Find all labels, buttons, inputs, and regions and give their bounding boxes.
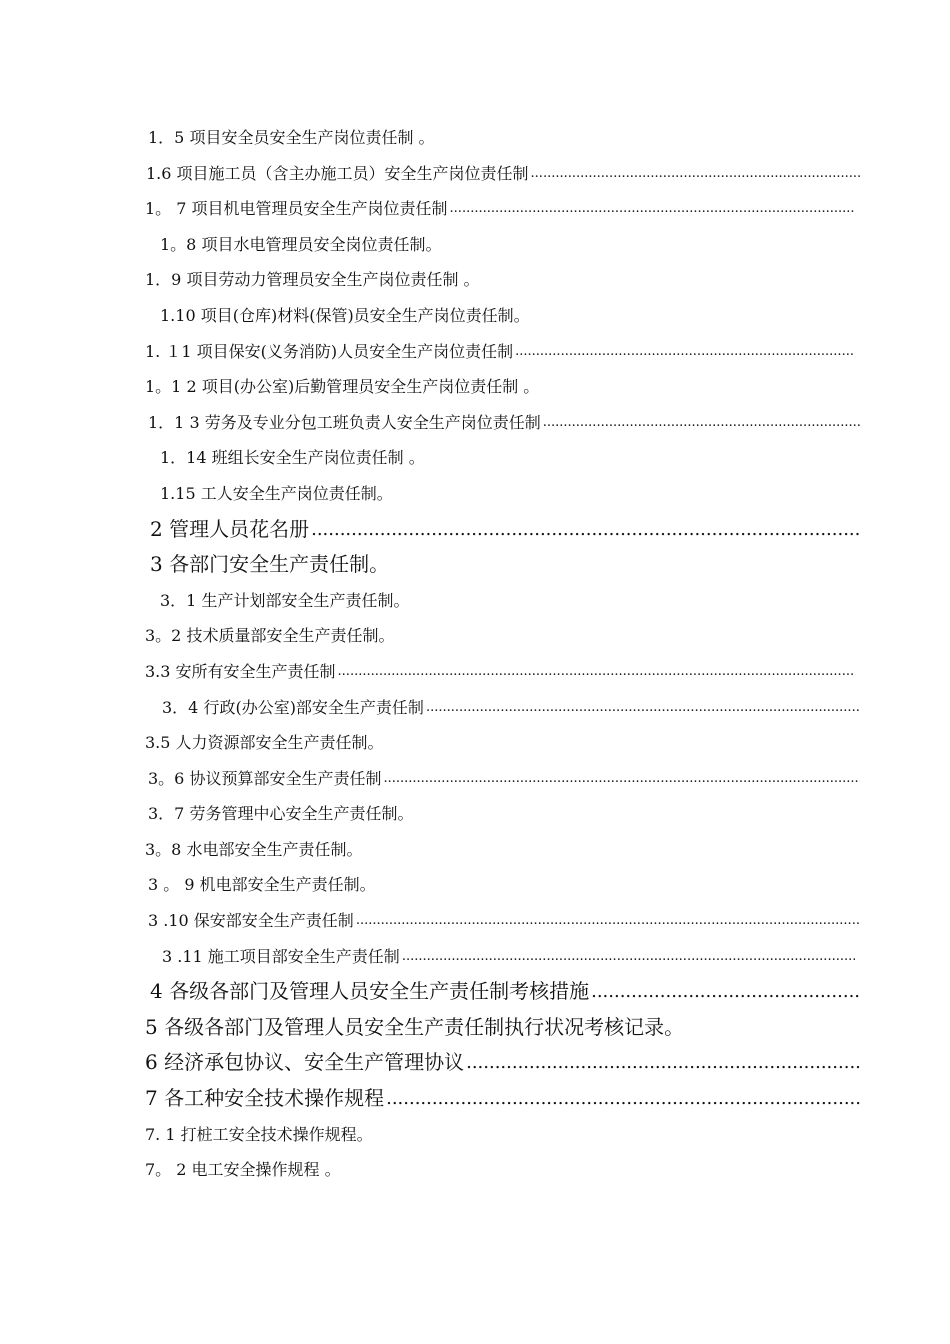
toc-entry bbox=[0, 476, 950, 512]
toc-entry-label: 1。1 2 项目(办公室)后勤管理员安全生产岗位责任制 。 bbox=[145, 377, 540, 397]
toc-entry bbox=[0, 120, 950, 156]
toc-entry bbox=[0, 832, 950, 868]
dot-leader bbox=[338, 654, 855, 690]
toc-entry bbox=[0, 1152, 950, 1188]
toc-entry bbox=[0, 618, 950, 654]
dot-leader bbox=[356, 903, 860, 939]
dot-leader bbox=[531, 156, 860, 192]
dot-leader bbox=[402, 939, 855, 975]
toc-entry bbox=[0, 583, 950, 619]
toc-entry-label: 3。8 水电部安全生产责任制。 bbox=[145, 839, 363, 859]
toc-entry bbox=[0, 227, 950, 263]
toc-entry-label: 3。2 技术质量部安全生产责任制。 bbox=[145, 626, 395, 646]
toc-entry-label: 1.15 工人安全生产岗位责任制。 bbox=[160, 483, 393, 503]
toc-entry-label: 1．1 3 劳务及专业分包工班负责人安全生产岗位责任制 bbox=[148, 412, 541, 432]
toc-entry bbox=[0, 903, 950, 939]
toc-entry-label: 3 .11 施工项目部安全生产责任制 bbox=[162, 946, 400, 966]
toc-entry bbox=[0, 1117, 950, 1153]
toc-entry-label: 4 各级各部门及管理人员安全生产责任制考核措施 bbox=[150, 979, 590, 1004]
toc-entry bbox=[0, 761, 950, 797]
dot-leader bbox=[515, 334, 855, 370]
dot-leader bbox=[383, 761, 860, 797]
toc-entry-label: 6 经济承包协议、安全生产管理协议 bbox=[145, 1050, 465, 1075]
toc-entry-label: 7. 1 打桩工安全技术操作规程。 bbox=[145, 1124, 373, 1144]
toc-entry-label: 1.10 项目(仓库)材料(保管)员安全生产岗位责任制。 bbox=[160, 305, 530, 325]
toc-entry bbox=[0, 156, 950, 192]
toc-entry bbox=[0, 298, 950, 334]
toc-entry-label: 3．7 劳务管理中心安全生产责任制。 bbox=[148, 804, 414, 824]
toc-entry bbox=[0, 334, 950, 370]
dot-leader bbox=[426, 690, 860, 726]
dot-leader bbox=[450, 191, 855, 227]
toc-entry-label: 3 。 9 机电部安全生产责任制。 bbox=[148, 875, 376, 895]
toc-entry-label: 3 各部门安全生产责任制。 bbox=[150, 552, 390, 577]
toc-entry bbox=[0, 725, 950, 761]
toc-entry-label: 3 .10 保安部安全生产责任制 bbox=[148, 911, 354, 931]
toc-entry bbox=[0, 796, 950, 832]
toc-entry-label: 1．14 班组长安全生产岗位责任制 。 bbox=[160, 448, 425, 468]
toc-entry-label: 1．5 项目安全员安全生产岗位责任制 。 bbox=[148, 128, 435, 147]
toc-entry-label: 2 管理人员花名册 bbox=[150, 516, 310, 541]
toc-entry bbox=[0, 690, 950, 726]
toc-entry-label: 3．1 生产计划部安全生产责任制。 bbox=[160, 590, 410, 610]
toc-entry-label: 1. １1 项目保安(义务消防)人员安全生产岗位责任制 bbox=[145, 341, 514, 361]
toc-entry-label: 7 各工种安全技术操作规程 bbox=[145, 1086, 385, 1111]
toc-entry bbox=[0, 547, 950, 583]
toc-entry bbox=[0, 512, 950, 548]
toc-entry-label: 5 各级各部门及管理人员安全生产责任制执行状况考核记录。 bbox=[145, 1014, 685, 1039]
toc-entry bbox=[0, 867, 950, 903]
dot-leader bbox=[386, 1081, 860, 1117]
dot-leader bbox=[591, 974, 860, 1010]
dot-leader bbox=[311, 512, 860, 548]
toc-entry-label: 3.3 安所有安全生产责任制 bbox=[145, 661, 336, 681]
toc-entry-label: 3.5 人力资源部安全生产责任制。 bbox=[145, 733, 384, 753]
toc-entry bbox=[0, 654, 950, 690]
toc-entry-label: 3．4 行政(办公室)部安全生产责任制 bbox=[162, 697, 424, 717]
toc-entry-label: 1.6 项目施工员（含主办施工员）安全生产岗位责任制 bbox=[146, 163, 529, 183]
toc-entry bbox=[0, 262, 950, 298]
toc-entry bbox=[0, 369, 950, 405]
toc-entry bbox=[0, 939, 950, 975]
toc-entry-label: 3。6 协议预算部安全生产责任制 bbox=[148, 768, 382, 788]
dot-leader bbox=[543, 405, 860, 441]
toc-entry bbox=[0, 1045, 950, 1081]
toc-entry bbox=[0, 1081, 950, 1117]
toc-entry bbox=[0, 1010, 950, 1046]
dot-leader bbox=[466, 1045, 860, 1081]
toc-entry-label: 1。8 项目水电管理员安全岗位责任制。 bbox=[160, 234, 442, 254]
table-of-contents bbox=[0, 120, 950, 1188]
toc-entry-label: 1．9 项目劳动力管理员安全生产岗位责任制 。 bbox=[145, 270, 480, 290]
toc-entry bbox=[0, 974, 950, 1010]
toc-entry bbox=[0, 440, 950, 476]
toc-entry bbox=[0, 405, 950, 441]
toc-entry-label: 7。 2 电工安全操作规程 。 bbox=[145, 1160, 341, 1180]
toc-entry-label: 1。 7 项目机电管理员安全生产岗位责任制 bbox=[145, 199, 448, 219]
toc-entry bbox=[0, 191, 950, 227]
